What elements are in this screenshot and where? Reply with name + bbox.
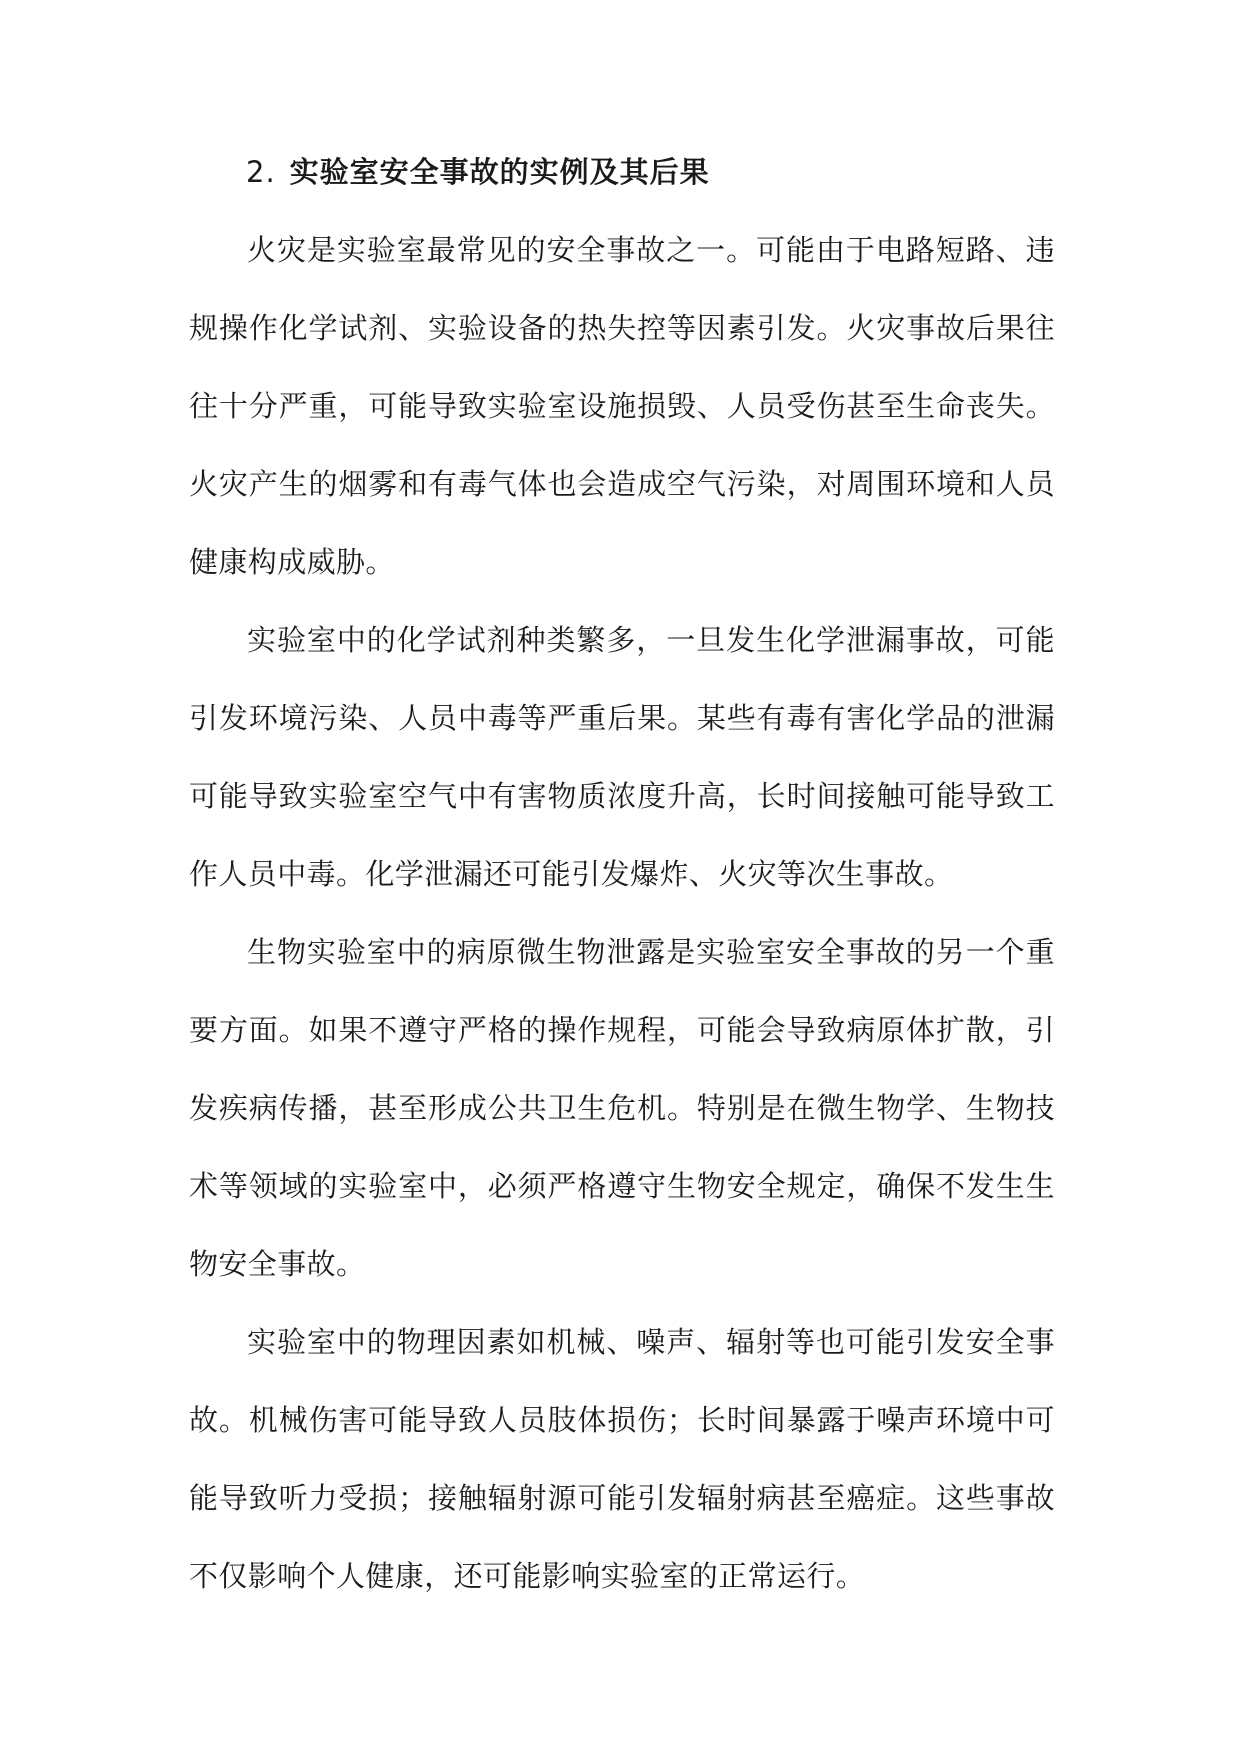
section-number: 2. [246, 155, 276, 189]
paragraph-biological-leak: 生物实验室中的病原微生物泄露是实验室安全事故的另一个重要方面。如果不遵守严格的操作规程，可能会导致病原体扩散，引发疾病传播，甚至形成公共卫生危机。特别是在微生物学、生物技术等领域的实验室中，必须严格遵守生物安全规定，确保不发生生物安全事故。 [189, 935, 1055, 1281]
paragraph-chemical-leak: 实验室中的化学试剂种类繁多，一旦发生化学泄漏事故，可能引发环境污染、人员中毒等严重后果。某些有毒有害化学品的泄漏可能导致实验室空气中有害物质浓度升高，长时间接触可能导致工作人员中毒。化学泄漏还可能引发爆炸、火灾等次生事故。 [189, 623, 1055, 891]
paragraph-fire: 火灾是实验室最常见的安全事故之一。可能由于电路短路、违规操作化学试剂、实验设备的热失控等因素引发。火灾事故后果往往十分严重，可能导致实验室设施损毁、人员受伤甚至生命丧失。火灾产生的烟雾和有毒气体也会造成空气污染，对周围环境和人员健康构成威胁。 [189, 233, 1055, 579]
section-title: 实验室安全事故的实例及其后果 [289, 155, 710, 189]
paragraph-physical-hazards: 实验室中的物理因素如机械、噪声、辐射等也可能引发安全事故。机械伤害可能导致人员肢体损伤；长时间暴露于噪声环境中可能导致听力受损；接触辐射源可能引发辐射病甚至癌症。这些事故不仅影响个人健康，还可能影响实验室的正常运行。 [189, 1325, 1055, 1593]
document-body [189, 211, 1055, 1615]
section-heading [246, 148, 710, 196]
